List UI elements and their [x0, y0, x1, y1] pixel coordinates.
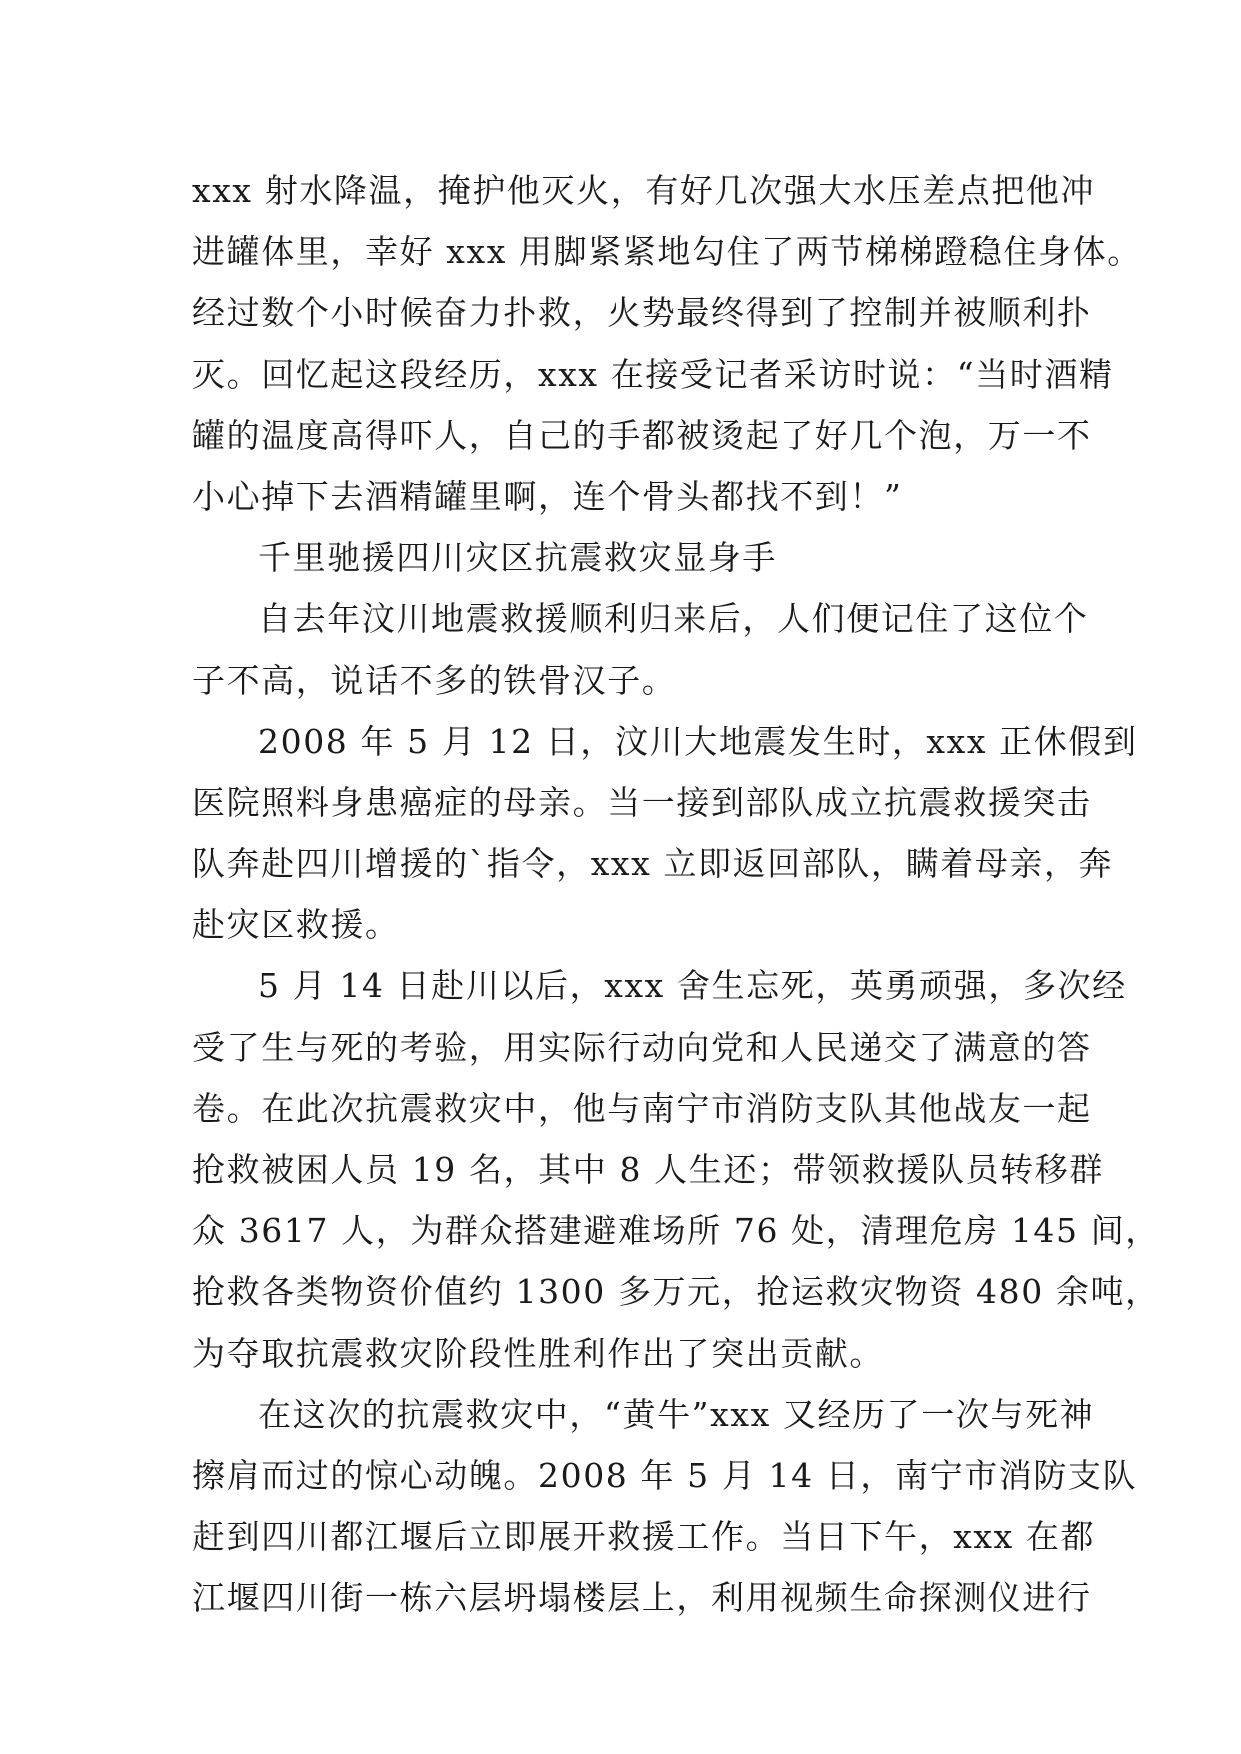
text-line: 为夺取抗震救灾阶段性胜利作出了突出贡献。 [192, 1333, 884, 1373]
text-line: 灭。回忆起这段经历，xxx 在接受记者采访时说：“当时酒精 [192, 354, 1114, 394]
text-line: 子不高，说话不多的铁骨汉子。 [192, 660, 677, 700]
text-line: 众 3617 人，为群众搭建避难场所 76 处，清理危房 145 间， [192, 1211, 1160, 1251]
text-line: 擦肩而过的惊心动魄。2008 年 5 月 14 日，南宁市消防支队 [192, 1455, 1138, 1495]
text-line: 5 月 14 日赴川以后，xxx 舍生忘死，英勇顽强，多次经 [258, 966, 1127, 1006]
text-line: 队奔赴四川增援的`指令，xxx 立即返回部队，瞒着母亲，奔 [192, 844, 1114, 884]
text-line: 抢救被困人员 19 名，其中 8 人生还；带领救援队员转移群 [192, 1150, 1104, 1189]
text-line: 2008 年 5 月 12 日，汶川大地震发生时，xxx 正休假到 [258, 721, 1138, 761]
text-line: 赶到四川都江堰后立即展开救援工作。当日下午，xxx 在都 [192, 1517, 1096, 1557]
text-line: 赴灾区救援。 [192, 905, 400, 945]
section-heading: 千里驰援四川灾区抗震救灾显身手 [258, 538, 777, 578]
text-line: 卷。在此次抗震救灾中，他与南宁市消防支队其他战友一起 [192, 1088, 1092, 1128]
text-line: xxx 射水降温，掩护他灭火，有好几次强大水压差点把他冲 [192, 171, 1096, 210]
text-line: 在这次的抗震救灾中，“黄牛”xxx 又经历了一次与死神 [258, 1394, 1095, 1434]
text-line: 罐的温度高得吓人，自己的手都被烫起了好几个泡，万一不 [192, 415, 1092, 455]
text-line: 小心掉下去酒精罐里啊，连个骨头都找不到！” [192, 476, 903, 516]
text-line: 经过数个小时候奋力扑救，火势最终得到了控制并被顺利扑 [192, 293, 1092, 333]
document-body [192, 160, 1160, 1629]
text-line: 江堰四川街一栋六层坍塌楼层上，利用视频生命探测仪进行 [192, 1578, 1092, 1618]
text-line: 进罐体里，幸好 xxx 用脚紧紧地勾住了两节梯梯蹬稳住身体。 [192, 232, 1142, 272]
text-line: 抢救各类物资价值约 1300 多万元，抢运救灾物资 480 余吨， [192, 1272, 1160, 1312]
text-line: 医院照料身患癌症的母亲。当一接到部队成立抗震救援突击 [192, 782, 1092, 822]
text-line: 自去年汶川地震救援顺利归来后，人们便记住了这位个 [258, 599, 1089, 639]
text-line: 受了生与死的考验，用实际行动向党和人民递交了满意的答 [192, 1027, 1092, 1067]
